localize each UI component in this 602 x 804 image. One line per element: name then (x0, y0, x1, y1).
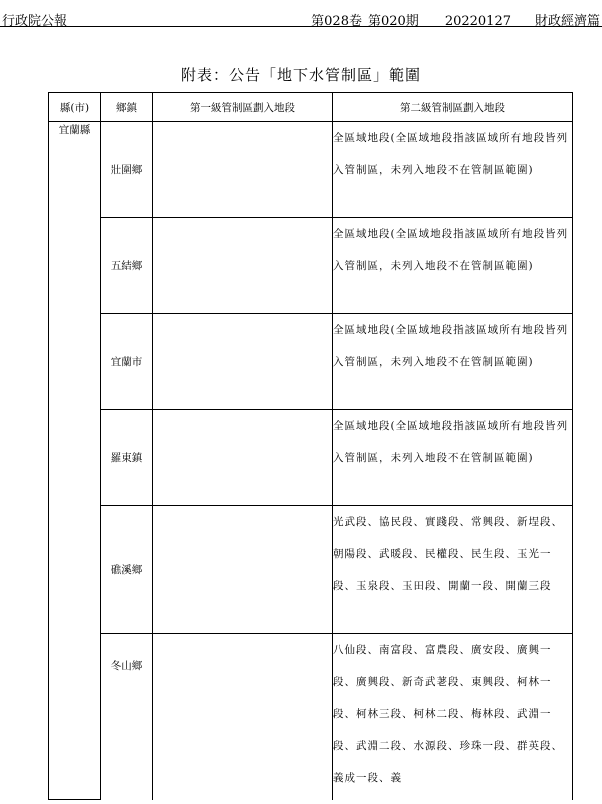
level2-cell: 全區域地段(全區域地段指該區域所有地段皆列入管制區，未列入地段不在管制區範圍) (333, 122, 573, 218)
column-header-level2: 第二級管制區劃入地段 (333, 93, 573, 122)
header-divider (0, 26, 602, 27)
table-row (49, 218, 573, 314)
table-row (49, 506, 573, 634)
table-row (49, 314, 573, 410)
column-header-county: 縣(市) (49, 93, 101, 122)
column-header-level1: 第一級管制區劃入地段 (153, 93, 333, 122)
town-cell: 羅東鎮 (101, 410, 153, 506)
table-title: 附表：公告「地下水管制區」範圍 (180, 66, 421, 84)
level1-cell (153, 506, 333, 634)
level2-cell: 全區域地段(全區域地段指該區域所有地段皆列入管制區，未列入地段不在管制區範圍) (333, 314, 573, 410)
publication-date: 20220127 (444, 14, 511, 29)
level2-cell: 全區域地段(全區域地段指該區域所有地段皆列入管制區，未列入地段不在管制區範圍) (333, 410, 573, 506)
volume-number: 第028卷 (311, 14, 362, 29)
section-name: 財政經濟篇 (534, 14, 600, 29)
level1-cell (153, 218, 333, 314)
table-header-row (49, 93, 573, 122)
column-header-town: 鄉鎮 (101, 93, 153, 122)
level1-cell (153, 314, 333, 410)
town-cell: 宜蘭市 (101, 314, 153, 410)
level1-cell (153, 410, 333, 506)
table-row (49, 634, 573, 800)
town-cell: 冬山鄉 (101, 634, 153, 800)
control-area-table (48, 92, 573, 800)
town-cell: 五結鄉 (101, 218, 153, 314)
page-header (0, 8, 602, 28)
county-cell: 宜蘭縣 (49, 122, 101, 800)
issue-number: 第020期 (367, 14, 419, 29)
level2-cell: 光武段、協民段、實踐段、常興段、新埕段、朝陽段、武暖段、民權段、民生段、玉光一段、玉泉段、玉田段、開蘭一段、開蘭三段 (333, 506, 573, 634)
town-cell: 壯圍鄉 (101, 122, 153, 218)
table-row (49, 410, 573, 506)
level1-cell (153, 122, 333, 218)
level2-cell: 全區域地段(全區域地段指該區域所有地段皆列入管制區，未列入地段不在管制區範圍) (333, 218, 573, 314)
publication-name: 行政院公報 (2, 14, 68, 29)
town-cell: 礁溪鄉 (101, 506, 153, 634)
table-row (49, 122, 573, 218)
level2-cell: 八仙段、南富段、富農段、廣安段、廣興一段、廣興段、新奇武荖段、東興段、柯林一段、柯林三段、柯林二段、梅林段、武淵一段、武淵二段、水源段、珍珠一段、群英段、義成一段、義 (333, 634, 573, 800)
level1-cell (153, 634, 333, 800)
